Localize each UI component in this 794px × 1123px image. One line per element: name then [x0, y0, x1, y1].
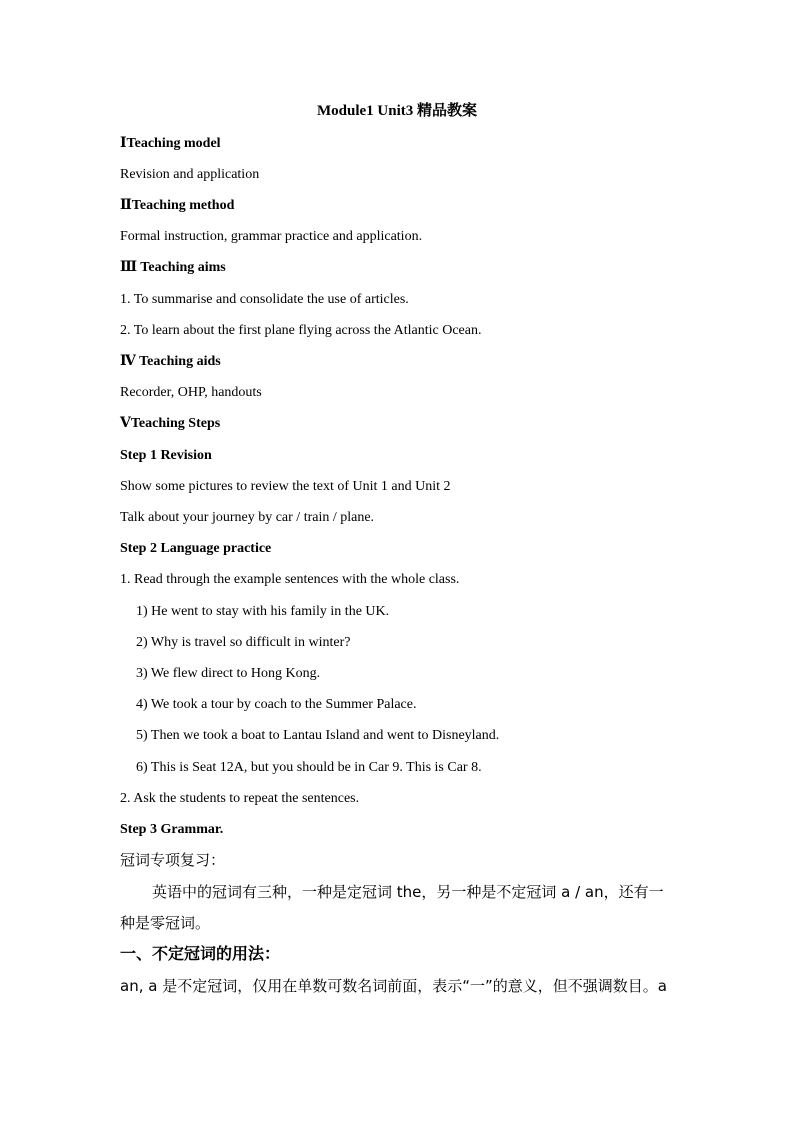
teaching-aids-text: Recorder, OHP, handouts [120, 385, 262, 400]
grammar-intro: 冠词专项复习： [120, 851, 226, 869]
grammar-text-line: an, a 是不定冠词，仅用在单数可数名词前面，表示“一”的意义，但不强调数目。a [120, 977, 667, 995]
grammar-paragraph-line-1: 英语中的冠词有三种，一种是定冠词 the，另一种是不定冠词 a / an，还有一 [152, 883, 664, 901]
teaching-model-text: Revision and application [120, 167, 260, 182]
teaching-method-text: Formal instruction, grammar practice and application. [120, 229, 423, 244]
example-sentence: 2) Why is travel so difficult in winter? [136, 635, 351, 650]
section-heading-teaching-steps: ⅤTeaching Steps [120, 416, 221, 431]
example-sentence: 3) We flew direct to Hong Kong. [136, 666, 321, 681]
document-title: Module1 Unit3 精品教案 [316, 103, 477, 119]
grammar-paragraph-line-2: 种是零冠词。 [120, 914, 211, 932]
example-sentence: 6) This is Seat 12A, but you should be in Car 9. This is Car 8. [136, 760, 482, 775]
example-sentence: 4) We took a tour by coach to the Summer Palace. [136, 697, 417, 712]
section-heading-teaching-method: ⅡTeaching method [120, 198, 235, 213]
teaching-aim-2: 2. To learn about the first plane flying across the Atlantic Ocean. [120, 323, 482, 338]
step2-heading: Step 2 Language practice [120, 541, 272, 556]
section-heading-teaching-aims: Ⅲ Teaching aims [120, 260, 226, 275]
step3-heading: Step 3 Grammar. [120, 822, 224, 837]
example-sentence: 5) Then we took a boat to Lantau Island and went to Disneyland. [136, 728, 500, 743]
section-heading-teaching-model: ⅠTeaching model [120, 136, 221, 151]
teaching-aim-1: 1. To summarise and consolidate the use of articles. [120, 292, 409, 307]
example-sentence: 1) He went to stay with his family in the UK. [136, 604, 390, 619]
section-heading-teaching-aids: Ⅳ Teaching aids [120, 354, 221, 369]
step2-item-1: 1. Read through the example sentences with the whole class. [120, 572, 460, 587]
step1-heading: Step 1 Revision [120, 448, 212, 463]
step1-line-2: Talk about your journey by car / train / plane. [120, 510, 375, 525]
grammar-subheading-indefinite-article: 一、不定冠词的用法： [120, 944, 281, 963]
step2-item-2: 2. Ask the students to repeat the sentences. [120, 791, 360, 806]
step1-line-1: Show some pictures to review the text of Unit 1 and Unit 2 [120, 479, 451, 494]
